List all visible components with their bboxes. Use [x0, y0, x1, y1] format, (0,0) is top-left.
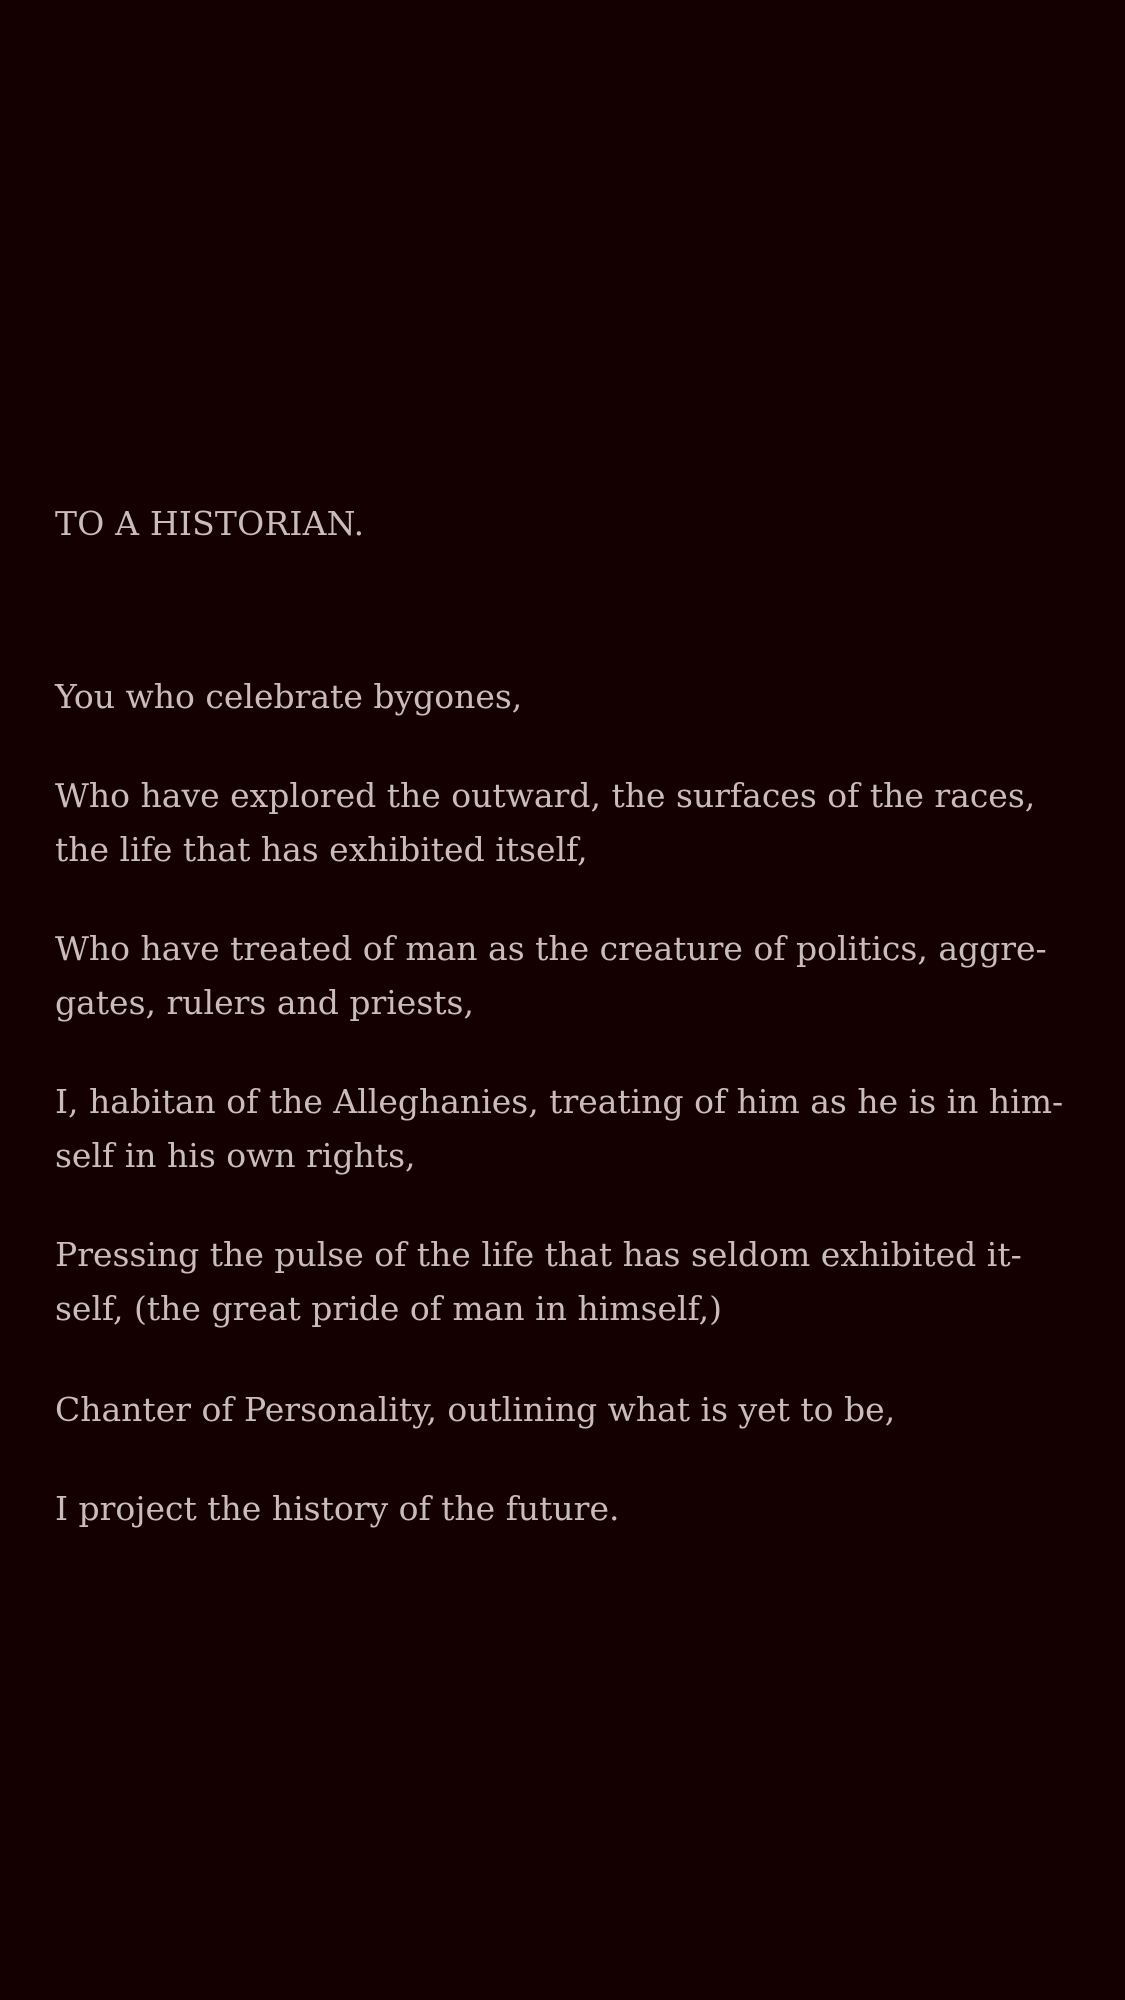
- stanza-6: [55, 1383, 1071, 1437]
- poem-line: gates, rulers and priests,: [55, 983, 474, 1022]
- poem-line: Pressing the pulse of the life that has seldom exhibited it-: [55, 1235, 1022, 1274]
- stanza-5: [55, 1228, 1071, 1336]
- poem-title: TO A HISTORIAN.: [55, 504, 365, 543]
- poem-line: Chanter of Personality, outlining what is yet to be,: [55, 1390, 896, 1429]
- poem-line: self in his own rights,: [55, 1136, 416, 1175]
- poem-line: Who have treated of man as the creature of politics, aggre-: [55, 929, 1047, 968]
- poem-line: I, habitan of the Alleghanies, treating of him as he is in him-: [55, 1082, 1064, 1121]
- poem-line: the life that has exhibited itself,: [55, 830, 588, 869]
- stanza-2: [55, 769, 1071, 877]
- poem-line: You who celebrate bygones,: [55, 677, 523, 716]
- poem-line: Who have explored the outward, the surfaces of the races,: [55, 776, 1036, 815]
- stanza-3: [55, 922, 1071, 1030]
- stanza-1: [55, 670, 1071, 724]
- poem-line: I project the history of the future.: [55, 1489, 620, 1528]
- stanza-4: [55, 1075, 1071, 1183]
- stanza-7: [55, 1482, 1071, 1536]
- poem-line: self, (the great pride of man in himself,): [55, 1289, 722, 1328]
